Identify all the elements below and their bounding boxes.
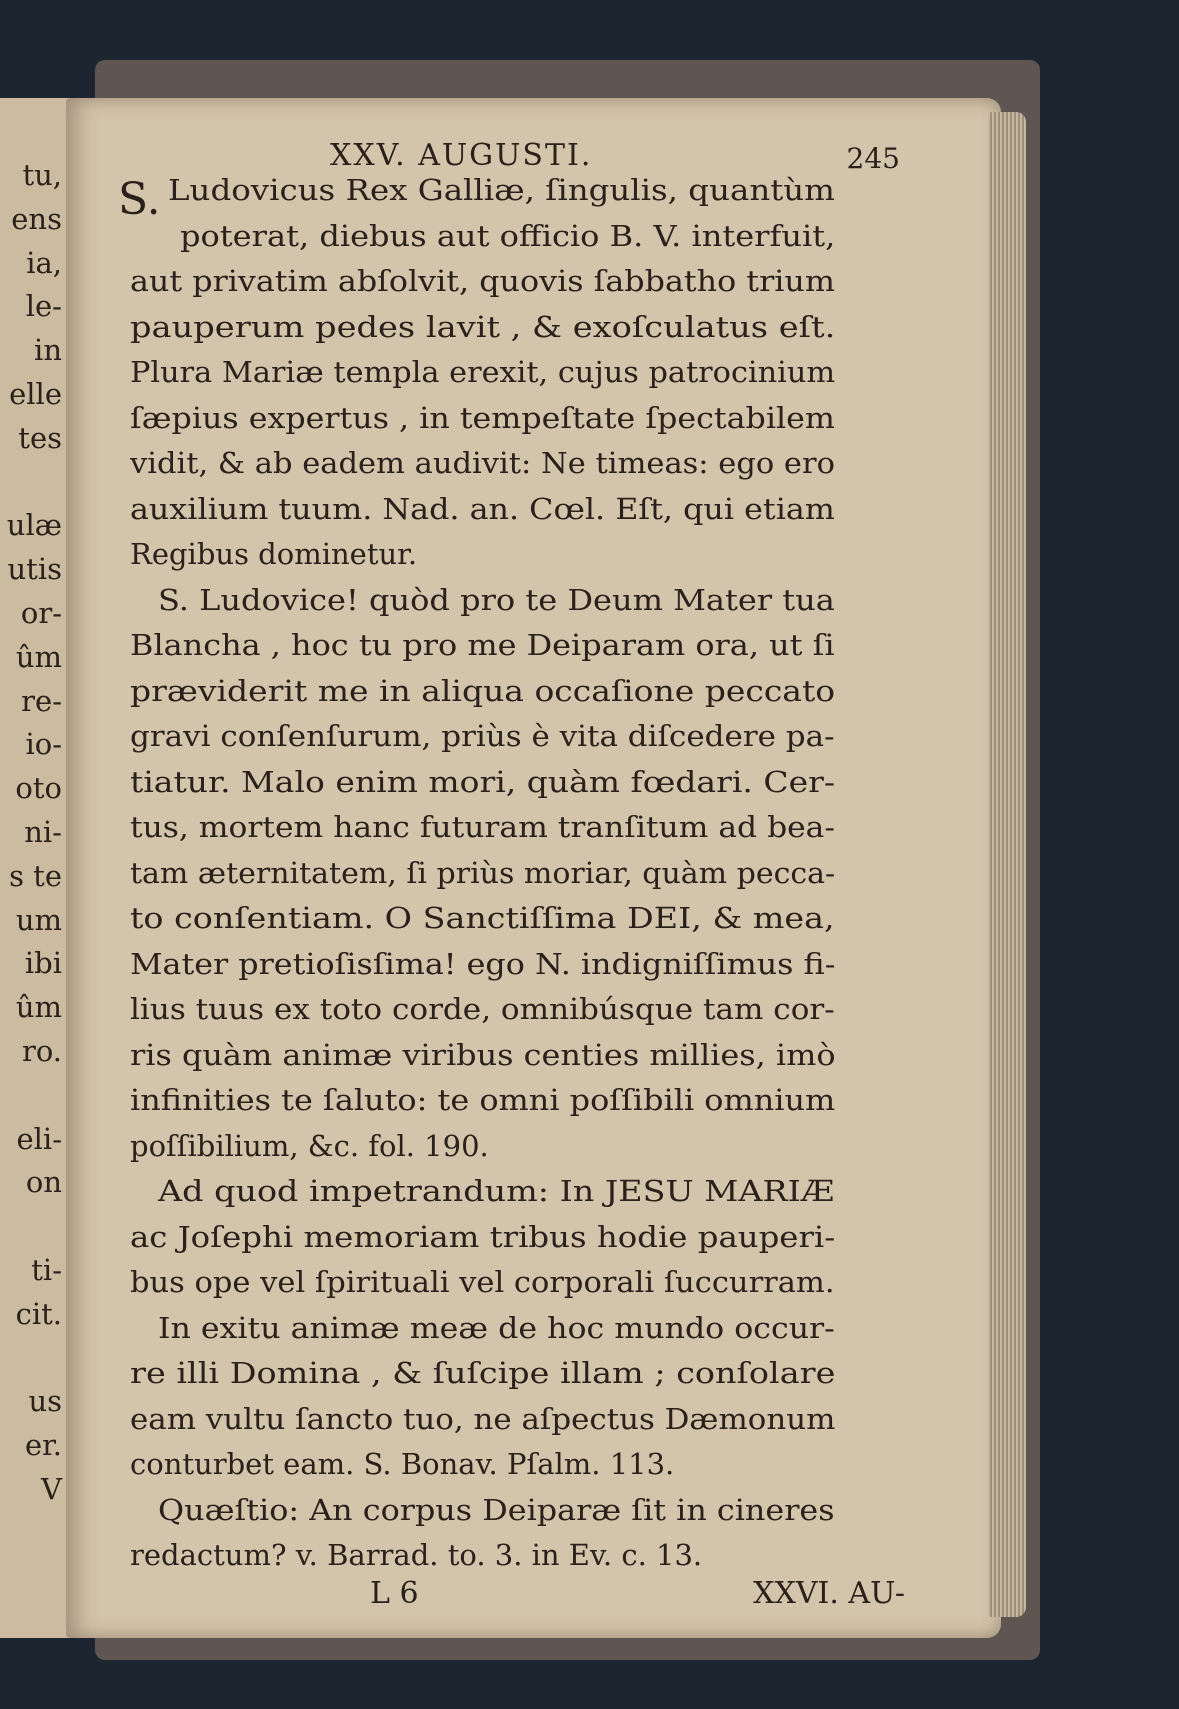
text-line: poſſibilium, &c. fol. 190. [130,1128,489,1163]
text-line: poterat, diebus aut officio B. V. interfuit, [180,218,836,253]
text-line: præviderit me in aliqua occaſione peccato [130,673,836,708]
left-page-fragment: tes [18,420,62,455]
left-page-fragment: oto [15,771,62,806]
page-header [130,138,900,175]
left-page-fragment: tu, [22,158,62,192]
text-line: auxilium tuum. Nad. an. Cœl. Eſt, qui etiam [130,491,835,526]
left-page-fragment: ibi [24,946,62,981]
text-line: infinities te ſaluto: te omni poſſibili omnium [130,1083,836,1117]
text-line: conturbet eam. S. Bonav. Pſalm. 113. [130,1447,675,1481]
page-footer [130,1576,905,1616]
left-page-fragment: in [34,333,62,368]
text-line: Ad quod impetrandum: In JESU MARIÆ [158,1174,835,1208]
left-page-fragment: le- [25,289,62,324]
left-page-fragment: ti- [31,1253,62,1287]
catchword: XXVI. AU- [753,1576,905,1611]
text-line: redactum? v. Barrad. to. 3. in Ev. c. 13. [130,1538,703,1572]
left-page-fragment: ûm [15,990,62,1025]
left-page-fragment: um [15,902,62,937]
text-line: Regibus dominetur. [130,537,418,571]
page-edges [988,112,1026,1617]
text-line: Quæſtio: An corpus Deiparæ ſit in cineres [158,1492,835,1527]
text-line: Mater pretioſisſima! ego N. indigniſſimus fi- [130,946,836,981]
left-page-fragment: on [25,1165,62,1200]
running-title: XXV. AUGUSTI. [330,138,593,173]
left-page-fragment: re- [21,683,62,718]
text-line: pauperum pedes lavit , & exoſculatus eſt. [130,309,836,344]
text-line: lius tuus ex toto corde, omnibúsque tam cor- [130,992,835,1026]
text-line: vidit, & ab eadem audivit: Ne timeas: ego ero [130,446,835,480]
left-page-fragment: V [41,1472,62,1506]
text-line: In exitu animæ meæ de hoc mundo occur- [158,1310,835,1345]
text-line: eam vultu ſancto tuo, ne aſpectus Dæmonum [130,1401,836,1436]
text-line: tus, mortem hanc futuram tranſitum ad bea- [130,810,835,844]
text-line: tam æternitatem, ſi priùs moriar, quàm pecca- [130,855,836,890]
text-line: Blancha , hoc tu pro me Deiparam ora, ut ſi [130,628,835,662]
left-page-fragment: ens [11,201,62,236]
text-line: S. Ludovice! quòd pro te Deum Mater tua [158,582,835,617]
signature-mark: L 6 [370,1576,419,1611]
text-line: aut privatim abſolvit, quovis ſabbatho trium [130,264,835,298]
left-page-fragment: s te [9,858,62,893]
left-page-fragment: or- [20,596,62,630]
left-page-fragment: er. [24,1428,62,1463]
left-page-fragment: elle [9,377,62,411]
text-line: to conſentiam. O Sanctiſſima DEI, & mea, [130,901,835,935]
text-line: bus ope vel ſpirituali vel corporali ſuccurram. [130,1265,835,1299]
left-page-fragment: io- [25,727,62,762]
left-page-fragment: ia, [26,245,62,280]
text-line: Ludovicus Rex Galliæ, ſingulis, quantùm [168,173,835,207]
left-page-fragment: eli- [16,1121,62,1156]
text-line: ris quàm animæ viribus centies millies, imò [130,1037,836,1072]
left-page-fragment: ro. [21,1034,62,1068]
text-line: gravi conſenſurum, priùs è vita diſcedere pa- [130,719,835,753]
text-line: tiatur. Malo enim mori, quàm fœdari. Cer- [130,764,836,799]
left-page-fragment: ûm [15,639,62,674]
text-line: re illi Domina , & ſuſcipe illam ; conſolare [130,1356,836,1390]
left-page-fragment: us [28,1384,62,1419]
page-number: 245 [846,142,900,175]
text-line: ſæpius expertus , in tempeſtate ſpectabilem [130,400,835,435]
drop-cap: S. [118,174,161,225]
left-page [0,98,74,1638]
left-page-fragment: ulæ [6,508,62,543]
left-page-fragment: ni- [24,815,62,849]
left-page-fragment: cit. [15,1296,62,1331]
text-line: Plura Mariæ templa erexit, cujus patrocinium [130,355,836,389]
left-page-fragment: utis [7,552,62,587]
text-line: ac Joſephi memoriam tribus hodie pauperi- [130,1219,836,1254]
